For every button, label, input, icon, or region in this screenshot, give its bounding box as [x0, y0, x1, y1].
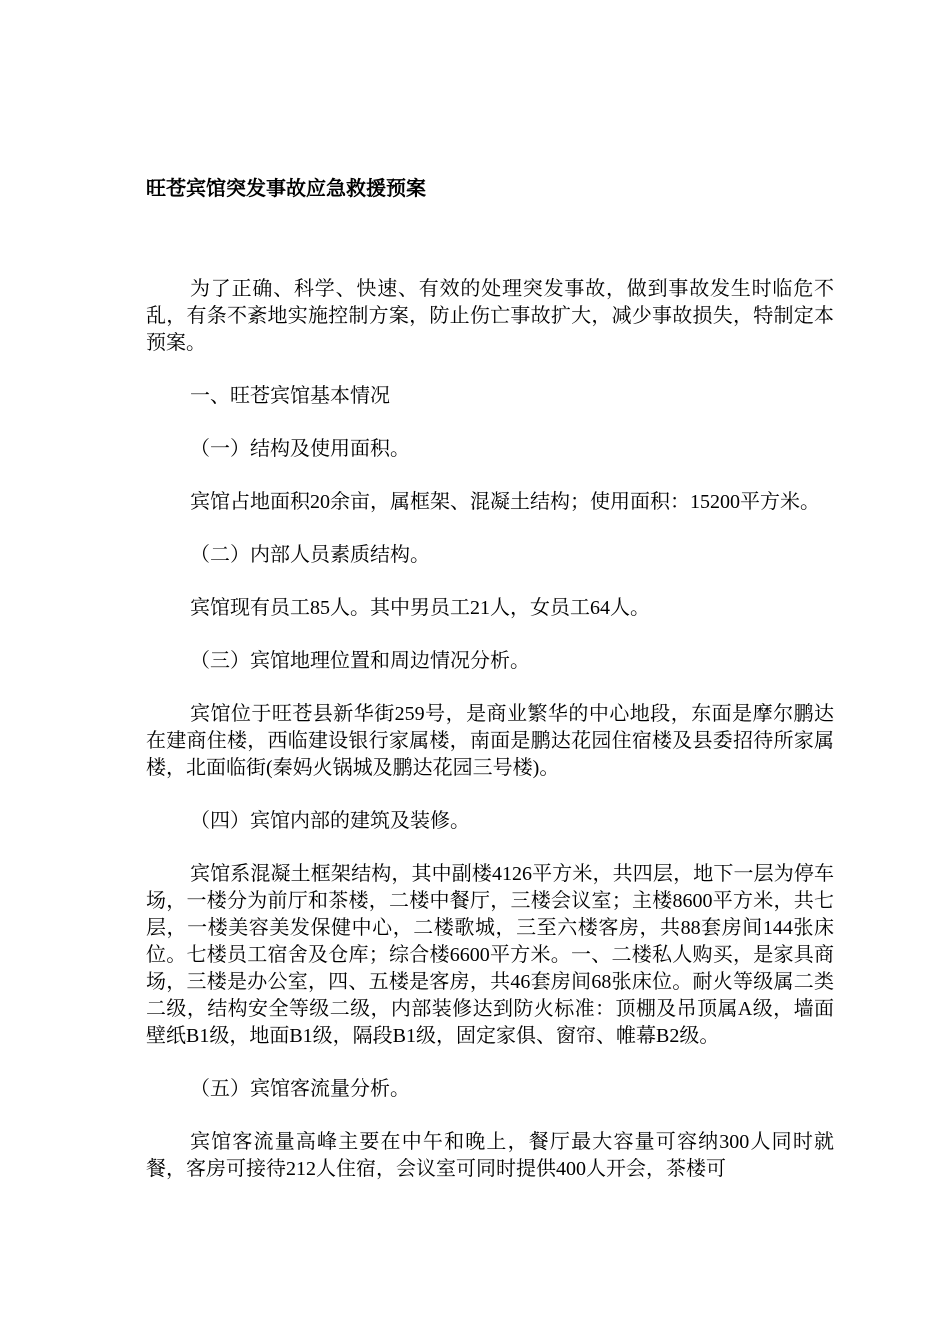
subsection-heading-2: （二）内部人员素质结构。 — [190, 544, 430, 566]
paragraph-location: 宾馆位于旺苍县新华街259号，是商业繁华的中心地段，东面是摩尔鹏达在建商住楼，西临建设银行家属楼，南面是鹏达花园住宿楼及县委招待所家属楼，北面临街(秦妈火锅城及鹏达花园三号楼)。 — [146, 703, 834, 779]
section-heading-1: 一、旺苍宾馆基本情况 — [190, 385, 390, 407]
paragraph-intro: 为了正确、科学、快速、有效的处理突发事故，做到事故发生时临危不乱，有条不紊地实施控制方案，防止伤亡事故扩大，减少事故损失，特制定本预案。 — [146, 278, 834, 354]
document-title: 旺苍宾馆突发事故应急救援预案 — [146, 176, 426, 200]
paragraph-buildings: 宾馆系混凝土框架结构，其中副楼4126平方米，共四层，地下一层为停车场，一楼分为前厅和茶楼，二楼中餐厅，三楼会议室；主楼8600平方米，共七层，一楼美容美发保健中心，二楼歌城，三至六楼客房，共88套房间144张床位。七楼员工宿舍及仓库；综合楼6600平方米。一、二楼私人购买，是家具商场，三楼是办公室，四、五楼是客房，共46套房间68张床位。耐火等级属二类二级，结构安全等级二级，内部装修达到防火标准：顶棚及吊顶属A级，墙面壁纸B1级，地面B1级，隔段B1级，固定家俱、窗帘、帷幕B2级。 — [146, 863, 834, 1047]
subsection-heading-3: （三）宾馆地理位置和周边情况分析。 — [190, 650, 530, 672]
document-body — [146, 276, 834, 1209]
paragraph-staff: 宾馆现有员工85人。其中男员工21人，女员工64人。 — [190, 597, 650, 619]
subsection-heading-1: （一）结构及使用面积。 — [190, 438, 410, 460]
subsection-heading-5: （五）宾馆客流量分析。 — [190, 1078, 410, 1100]
subsection-heading-4: （四）宾馆内部的建筑及装修。 — [190, 810, 470, 832]
paragraph-area: 宾馆占地面积20余亩，属框架、混凝土结构；使用面积：15200平方米。 — [190, 491, 820, 513]
paragraph-traffic: 宾馆客流量高峰主要在中午和晚上，餐厅最大容量可容纳300人同时就餐，客房可接待212人住宿，会议室可同时提供400人开会，茶楼可 — [146, 1131, 834, 1180]
